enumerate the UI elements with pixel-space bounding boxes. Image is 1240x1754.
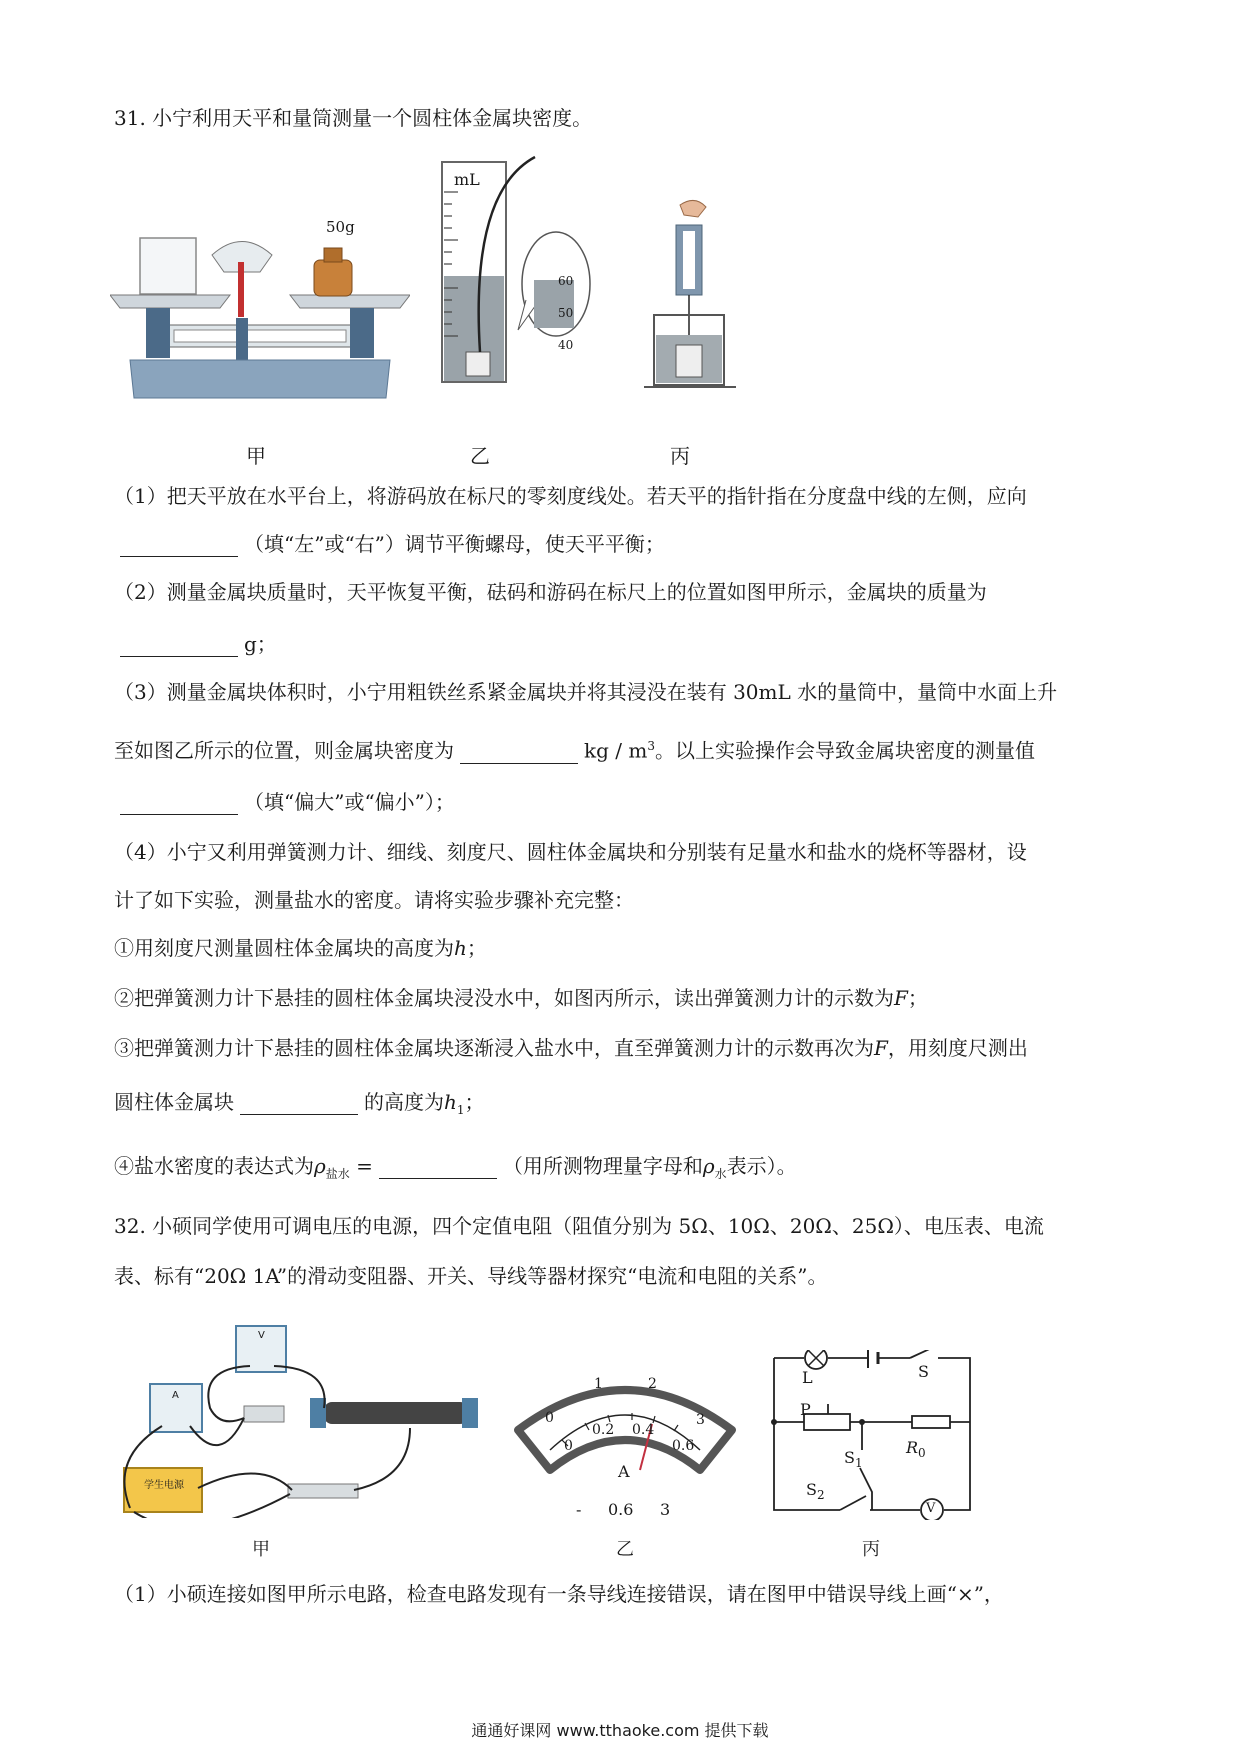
- page-footer: 通通好课网 www.tthaoke.com 提供下载: [471, 1721, 769, 1740]
- dial-top-3: 3: [696, 1412, 705, 1428]
- switch-s-label: S: [918, 1362, 929, 1381]
- q31-step4: ④盐水密度的表达式为$\rho_{盐水}$ = （用所测物理量字母和$\rho_水$表示）。: [114, 1154, 797, 1181]
- q31-step2: ②把弹簧测力计下悬挂的圆柱体金属块浸没水中，如图丙所示，读出弹簧测力计的示数为F；: [114, 986, 928, 1010]
- fig-label-jia: 甲: [246, 444, 266, 468]
- ammeter-label: A: [172, 1390, 179, 1401]
- weight-label: 50g: [326, 218, 355, 236]
- answer-blank[interactable]: [240, 1092, 358, 1115]
- slider-p-label: P: [800, 1400, 811, 1419]
- fig-label-jia-2: 甲: [252, 1539, 270, 1560]
- q31-part3-line3: （填“偏大”或“偏小”）；: [114, 788, 455, 816]
- dial-top-1: 1: [594, 1376, 603, 1392]
- q31-part3-line1: （3）测量金属块体积时，小宁用粗铁丝系紧金属块并将其浸没在装有 30mL 水的量筒中，量筒中水面上升: [114, 680, 1058, 704]
- q31-part1-line1: （1）把天平放在水平台上，将游码放在标尺的零刻度线处。若天平的指针指在分度盘中线的左侧，应向: [114, 484, 1027, 508]
- answer-blank[interactable]: [120, 534, 238, 557]
- power-supply-label: 学生电源: [144, 1480, 184, 1491]
- circuit-diagram-figure: [760, 1350, 980, 1520]
- dial-bottom-0: 0: [564, 1438, 573, 1454]
- fig-label-bing-2: 丙: [862, 1539, 880, 1560]
- switch-s2-label: $S_2$: [806, 1480, 825, 1503]
- voltmeter-label: V: [258, 1330, 265, 1341]
- q31-step3-line1: ③把弹簧测力计下悬挂的圆柱体金属块逐渐浸入盐水中，直至弹簧测力计的示数再次为F，用刻度尺测出: [114, 1036, 1028, 1060]
- q31-step1: ①用刻度尺测量圆柱体金属块的高度为h；: [114, 936, 487, 960]
- q32-line1: 32. 小硕同学使用可调电压的电源，四个定值电阻（阻值分别为 5Ω、10Ω、20Ω、25Ω）、电压表、电流: [114, 1214, 1044, 1238]
- q31-part1-line2: （填“左”或“右”）调节平衡螺母，使天平平衡；: [114, 530, 665, 558]
- dial-top-0: 0: [545, 1410, 554, 1426]
- cylinder-figure: [430, 152, 600, 402]
- balance-figure: [110, 200, 410, 410]
- fig-label-yi: 乙: [470, 444, 490, 468]
- lamp-label: L: [802, 1368, 813, 1387]
- dial-bottom-06: 0.6: [672, 1438, 695, 1454]
- dial-bottom-04: 0.4: [632, 1422, 655, 1438]
- spring-scale-figure: [640, 195, 740, 405]
- q31-step3-line2: 圆柱体金属块 的高度为$h_1$；: [114, 1090, 485, 1117]
- q31-part2-line2: g；: [114, 630, 277, 658]
- switch-s1-label: $S_1$: [844, 1448, 863, 1471]
- terminal-3: 3: [660, 1500, 671, 1519]
- answer-blank[interactable]: [379, 1156, 497, 1179]
- q31-title: 31. 小宁利用天平和量筒测量一个圆柱体金属块密度。: [114, 106, 593, 130]
- dial-top-2: 2: [648, 1376, 657, 1392]
- ml-label: mL: [454, 170, 480, 189]
- dial-unit: A: [618, 1462, 630, 1481]
- zoom-tick-40: 40: [558, 338, 574, 352]
- q31-part4-line2: 计了如下实验，测量盐水的密度。请将实验步骤补充完整：: [114, 888, 634, 912]
- zoom-tick-60: 60: [558, 274, 574, 288]
- answer-blank[interactable]: [460, 741, 578, 764]
- answer-blank[interactable]: [120, 634, 238, 657]
- q32-line2: 表、标有“20Ω 1A”的滑动变阻器、开关、导线等器材探究“电流和电阻的关系”。: [114, 1264, 828, 1288]
- terminal-minus: -: [576, 1500, 582, 1519]
- dial-bottom-02: 0.2: [592, 1422, 615, 1438]
- q31-part3-line2: 至如图乙所示的位置，则金属块密度为 kg / $m^3$。以上实验操作会导致金属块密度的测量值: [114, 738, 1035, 763]
- q32-part1: （1）小硕连接如图甲所示电路，检查电路发现有一条导线连接错误，请在图甲中错误导线上画“×”，: [114, 1582, 1004, 1606]
- r0-label: $R_0$: [906, 1438, 926, 1461]
- q31-part4-line1: （4）小宁又利用弹簧测力计、细线、刻度尺、圆柱体金属块和分别装有足量水和盐水的烧杯等器材，设: [114, 840, 1027, 864]
- answer-blank[interactable]: [120, 792, 238, 815]
- terminal-06: 0.6: [608, 1500, 634, 1519]
- voltmeter-symbol-label: V: [926, 1501, 936, 1516]
- zoom-tick-50: 50: [558, 306, 574, 320]
- fig-label-yi-2: 乙: [616, 1539, 634, 1560]
- fig-label-bing: 丙: [670, 444, 690, 468]
- q31-part2-line1: （2）测量金属块质量时，天平恢复平衡，砝码和游码在标尺上的位置如图甲所示，金属块的质量为: [114, 580, 987, 604]
